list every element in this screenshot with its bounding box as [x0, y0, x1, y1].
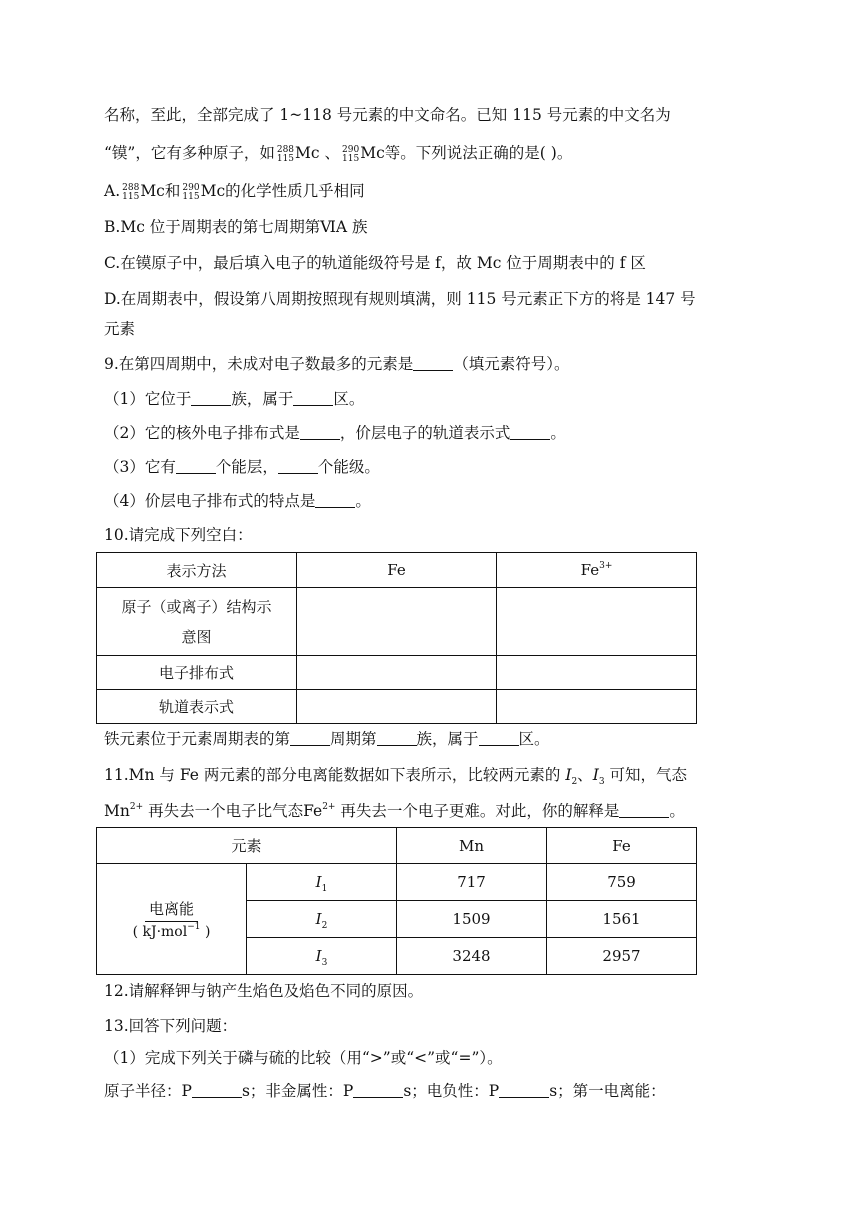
answer-blank[interactable]	[191, 391, 231, 406]
q9-part-1	[104, 388, 364, 410]
option-d-line-1: D.在周期表中，假设第八周期按照现有规则填满，则 115 号元素正下方的将是 147 号	[104, 290, 696, 308]
part-text: （2）它的核外电子排布式是	[104, 424, 300, 442]
subscript: 3	[598, 777, 605, 787]
answer-blank[interactable]	[499, 1083, 549, 1098]
element-symbol: Mc	[140, 182, 165, 200]
ion-charge: 2+	[129, 802, 144, 812]
mass-number: 288	[122, 183, 140, 193]
question-text: 可知，气态	[609, 766, 687, 784]
subscript: 1	[321, 884, 328, 894]
isotope-notation	[122, 184, 139, 202]
unit-fraction	[133, 898, 211, 940]
row-label: 电子排布式	[97, 656, 297, 690]
ion-symbol: Fe	[303, 802, 323, 820]
option-c: C.在镆原子中，最后填入电子的轨道能级符号是 f，故 Mc 位于周期表中的 f 区	[104, 254, 646, 272]
ion-symbol: Mn	[104, 802, 130, 820]
value-cell: 759	[547, 864, 697, 901]
q12-stem: 12.请解释钾与钠产生焰色及焰色不同的原因。	[104, 982, 424, 1000]
header-cell: Fe	[547, 828, 697, 864]
question-text: 9.在第四周期中，未成对电子数最多的元素是	[104, 355, 414, 373]
ionization-symbol: I	[315, 947, 322, 965]
ion-charge: 3+	[599, 561, 613, 571]
header-cell: 表示方法	[97, 553, 297, 588]
ionization-symbol: I	[315, 910, 322, 928]
q11-line-1	[104, 764, 687, 786]
part-text: ，价层电子的轨道表示式	[339, 424, 511, 442]
question-text: 。	[669, 802, 685, 820]
answer-cell[interactable]	[497, 656, 697, 690]
q9-part-3	[104, 456, 380, 478]
part-text: 族，属于	[231, 390, 294, 408]
question-text: 原子半径：P	[104, 1082, 192, 1100]
mass-number: 288	[276, 145, 295, 155]
mass-number: 290	[342, 145, 360, 155]
option-d-line-2: 元素	[104, 320, 136, 338]
question-text: （填元素符号）。	[453, 355, 570, 373]
subscript: 2	[321, 921, 328, 931]
header-cell	[497, 553, 697, 588]
value-cell: 1509	[397, 901, 547, 938]
question-text: 11.Mn 与 Fe 两元素的部分电离能数据如下表所示，比较两元素的	[104, 766, 561, 784]
answer-blank[interactable]	[619, 803, 669, 818]
option-text: 和	[164, 182, 181, 200]
value-cell: 2957	[547, 938, 697, 975]
answer-blank[interactable]	[176, 459, 216, 474]
subscript: 3	[321, 958, 328, 968]
q9-part-4	[104, 490, 371, 512]
question-text: s；电负性：P	[403, 1082, 500, 1100]
answer-blank[interactable]	[293, 391, 333, 406]
atomic-number: 115	[122, 192, 140, 202]
q13-comparison-line	[104, 1080, 666, 1102]
question-text: 再失去一个电子比气态	[148, 802, 304, 820]
part-text: （3）它有	[104, 458, 176, 476]
part-text: 个能级。	[317, 458, 380, 476]
intro-line-1: 名称，至此，全部完成了 1~118 号元素的中文命名。已知 115 号元素的中文名为	[104, 106, 671, 124]
answer-blank[interactable]	[413, 356, 453, 371]
atomic-number: 115	[342, 154, 360, 164]
value-cell: 3248	[397, 938, 547, 975]
option-label: A.	[104, 182, 121, 200]
header-cell: Mn	[397, 828, 547, 864]
unit-exponent: −1	[187, 922, 201, 932]
ionization-symbol: I	[565, 766, 572, 784]
part-text: 。	[355, 492, 371, 510]
ionization-energy-label	[97, 864, 247, 975]
ion-symbol: Fe	[580, 561, 600, 579]
answer-cell[interactable]	[297, 690, 497, 724]
isotope-notation	[277, 146, 294, 164]
q13-stem: 13.回答下列问题：	[104, 1017, 238, 1035]
ionization-symbol: I	[592, 766, 599, 784]
intro-text: 等。下列说法正确的是( )。	[384, 144, 573, 162]
value-cell: 1561	[547, 901, 697, 938]
mass-number: 290	[182, 183, 200, 193]
unit-text: kJ·mol	[142, 924, 188, 940]
answer-blank[interactable]	[377, 731, 417, 746]
question-text: s；第一电离能：	[549, 1082, 666, 1100]
question-text: 再失去一个电子更难。对此，你的解释是	[340, 802, 620, 820]
ionization-symbol: I	[315, 873, 322, 891]
option-a	[104, 180, 365, 202]
answer-blank[interactable]	[192, 1083, 242, 1098]
energy-label: 电离能	[145, 898, 198, 922]
q10-table	[96, 552, 697, 724]
answer-blank[interactable]	[290, 731, 330, 746]
answer-cell[interactable]	[497, 588, 697, 656]
answer-cell[interactable]	[297, 656, 497, 690]
atomic-number: 115	[182, 192, 200, 202]
ionization-level	[247, 864, 397, 901]
q13-part-1: （1）完成下列关于磷与硫的比较（用“>”或“<”或“=”）。	[104, 1049, 503, 1067]
element-symbol: Mc	[360, 144, 385, 162]
q9-part-2	[104, 422, 566, 444]
answer-blank[interactable]	[278, 459, 318, 474]
header-cell: 元素	[97, 828, 397, 864]
isotope-notation	[342, 146, 359, 164]
row-label: 轨道表示式	[97, 690, 297, 724]
part-text: （4）价层电子排布式的特点是	[104, 492, 316, 510]
element-symbol: Mc	[295, 144, 320, 162]
question-text: 族，属于	[416, 730, 479, 748]
atomic-number: 115	[276, 154, 295, 164]
label-line: 原子（或离子）结构示	[121, 597, 272, 616]
q10-stem: 10.请完成下列空白：	[104, 526, 253, 544]
part-text: 。	[550, 424, 566, 442]
part-text: （1）它位于	[104, 390, 192, 408]
part-text: 区。	[333, 390, 365, 408]
isotope-notation	[182, 184, 199, 202]
ion-charge: 2+	[322, 802, 336, 812]
separator: 、	[319, 144, 341, 162]
separator: 、	[577, 766, 593, 784]
question-text: s；非金属性：P	[241, 1082, 354, 1100]
answer-blank[interactable]	[315, 493, 355, 508]
element-symbol: Mc	[200, 182, 226, 200]
question-text: 铁元素位于元素周期表的第	[104, 730, 291, 748]
row-label	[97, 588, 297, 656]
header-cell: Fe	[297, 553, 497, 588]
answer-blank[interactable]	[353, 1083, 403, 1098]
intro-text: “镆”，它有多种原子，如	[104, 144, 275, 162]
unit-label: ( kJ·mol$^{-1}$ )	[132, 922, 211, 940]
part-text: 个能层，	[215, 458, 278, 476]
answer-blank[interactable]	[479, 731, 519, 746]
ionization-level	[247, 938, 397, 975]
subscript: 2	[571, 777, 578, 787]
answer-blank[interactable]	[300, 425, 340, 440]
q11-table	[96, 827, 697, 975]
question-text: 周期第	[330, 730, 377, 748]
q9-stem	[104, 353, 570, 375]
answer-cell[interactable]	[497, 690, 697, 724]
option-b: B.Mc 位于周期表的第七周期第ⅥA 族	[104, 218, 368, 236]
label-line: 意图	[181, 627, 212, 646]
q11-line-2	[104, 800, 685, 822]
ionization-level	[247, 901, 397, 938]
question-text: 区。	[518, 730, 550, 748]
value-cell: 717	[397, 864, 547, 901]
answer-blank[interactable]	[510, 425, 550, 440]
q10-after-table	[104, 728, 550, 750]
intro-line-2	[104, 142, 572, 164]
option-text: 的化学性质几乎相同	[225, 182, 365, 200]
answer-cell[interactable]	[297, 588, 497, 656]
